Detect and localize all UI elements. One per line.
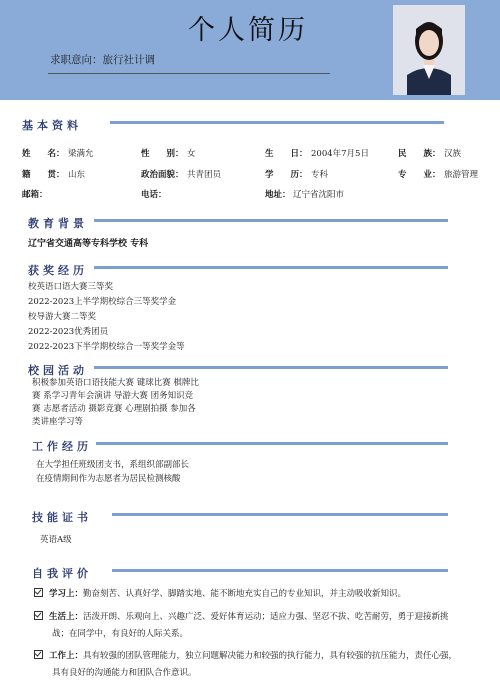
political-label: 政治面貌： <box>141 170 184 180</box>
section-divider-work <box>96 442 448 445</box>
education-school: 辽宁省交通高等专科学校 专科 <box>28 239 149 249</box>
origin-label: 籍 贯： <box>22 170 65 180</box>
section-divider-awards <box>94 266 448 269</box>
name-value: 梁满允 <box>68 149 94 159</box>
job-objective: 求职意向：旅行社计调 <box>50 54 155 66</box>
ethnic-value: 汉族 <box>444 149 462 159</box>
major-value: 旅游管理 <box>444 170 479 180</box>
page-title: 个人简历 <box>188 15 308 46</box>
award-item: 校英语口语大赛三等奖 <box>28 282 114 292</box>
section-title-basic: 基本资料 <box>22 119 82 132</box>
gender-value: 女 <box>187 149 196 159</box>
self-eval-life: 生活上：活泼开朗、乐观向上、兴趣广泛、爱好体育运动；适应力强、坚忍不拔、吃苦耐劳，勇于迎接新挑 战；在同学中，有良好的人际关系。 <box>34 609 474 643</box>
address-value: 辽宁省沈阳市 <box>293 190 345 200</box>
section-title-certs: 技能证书 <box>32 511 92 524</box>
birth-value: 2004年7月5日 <box>311 149 369 159</box>
profile-photo <box>393 5 465 95</box>
birth-label: 生 日： <box>265 149 308 159</box>
awards-list <box>28 280 185 355</box>
ethnic-label: 民 族： <box>398 149 441 159</box>
activity-line: 赛 系学习青年会演讲 导游大赛 团务知识竞 <box>32 391 194 401</box>
work-item: 在大学担任班级团支书，系组织部副部长 <box>36 460 190 470</box>
activity-line: 类讲座学习等 <box>32 417 84 427</box>
address-label: 地址： <box>265 190 291 200</box>
section-divider-activities <box>94 366 448 369</box>
phone-label: 电话： <box>141 190 167 200</box>
work-item: 在疫情期间作为志愿者为居民检测核酸 <box>36 474 181 484</box>
checkbox-icon <box>34 650 43 659</box>
activity-line: 赛 志愿者活动 摄影竞赛 心理剧拍摄 参加各 <box>32 404 196 414</box>
objective-underline <box>48 73 330 74</box>
section-title-activities: 校园活动 <box>28 364 88 377</box>
activities-text <box>32 377 199 429</box>
major-label: 专 业： <box>398 170 441 180</box>
self-eval-work: 工作上：具有较强的团队管理能力，独立问题解决能力和较强的执行能力，具有较强的抗压能力，责任心强， 具有良好的沟通能力和团队合作意识。 <box>34 648 474 682</box>
name-label: 姓 名： <box>22 149 65 159</box>
checkbox-icon <box>34 588 43 597</box>
political-value: 共青团员 <box>187 170 222 180</box>
award-item: 2022-2023上半学期校综合三等奖学金 <box>28 297 177 307</box>
edu-label: 学 历： <box>265 170 308 180</box>
work-list <box>36 458 189 486</box>
section-title-education: 教育背景 <box>28 217 88 230</box>
cert-item: 英语A级 <box>40 535 72 545</box>
section-title-self-eval: 自我评价 <box>32 567 92 580</box>
email-label: 邮箱： <box>22 190 48 200</box>
award-item: 校导游大赛二等奖 <box>28 312 97 322</box>
origin-value: 山东 <box>68 170 86 180</box>
section-divider-self-eval <box>112 569 448 572</box>
edu-value: 专科 <box>311 170 329 180</box>
activity-line: 积极参加英语口语技能大赛 键球比赛 棋牌比 <box>32 378 199 388</box>
section-divider-basic <box>110 121 444 124</box>
gender-label: 性 别： <box>141 149 184 159</box>
award-item: 2022-2023优秀团员 <box>28 327 109 337</box>
section-title-work: 工作经历 <box>32 440 92 453</box>
checkbox-icon <box>34 611 43 620</box>
self-eval-study: 学习上：勤奋刻苦、认真好学、脚踏实地、能不断地充实自己的专业知识，并主动吸收新知识。 <box>34 587 474 601</box>
award-item: 2022-2023下半学期校综合一等奖学金等 <box>28 342 185 352</box>
section-divider-education <box>94 219 448 222</box>
section-divider-certs <box>112 513 448 516</box>
section-title-awards: 获奖经历 <box>28 264 88 277</box>
